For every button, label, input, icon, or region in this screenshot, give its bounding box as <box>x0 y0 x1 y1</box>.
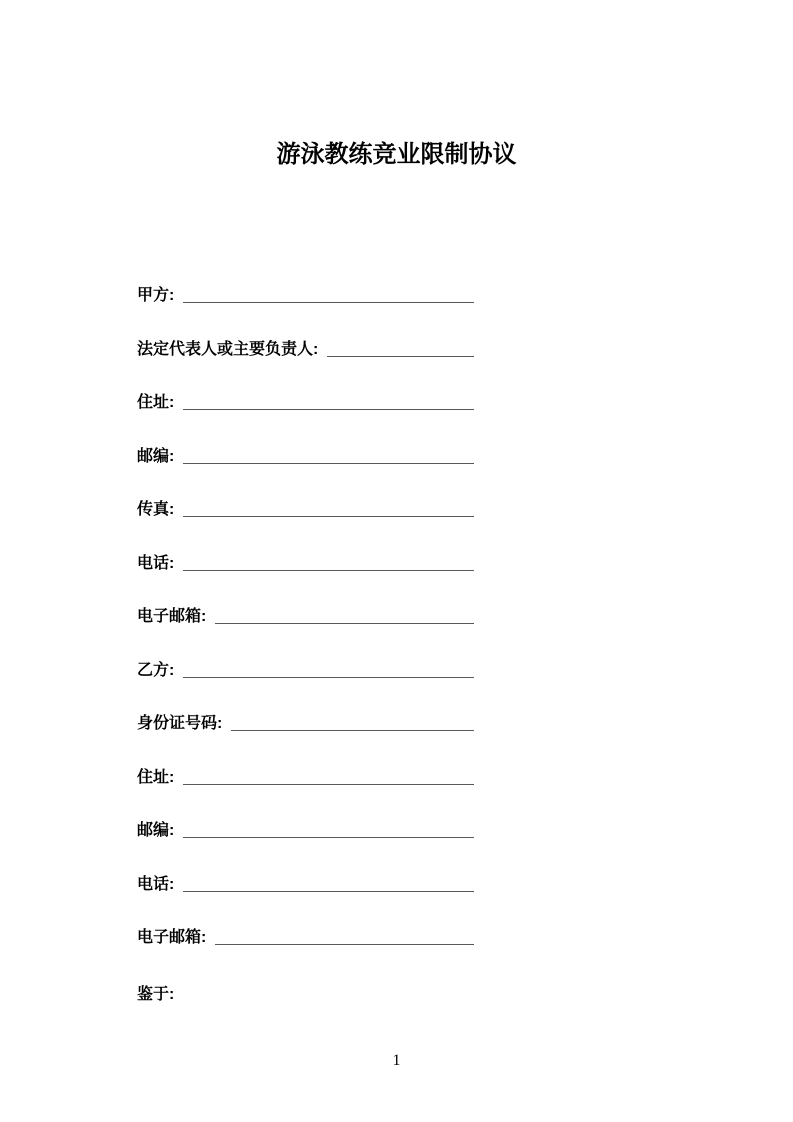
fill-in-blank <box>183 446 474 464</box>
field-label: 传真: <box>137 501 175 518</box>
field-label: 住址: <box>137 394 175 411</box>
form-field-row <box>137 606 474 660</box>
field-label: 电话: <box>137 875 175 893</box>
form-field-row <box>137 285 474 339</box>
fill-in-blank <box>183 392 474 410</box>
field-label: 住址: <box>137 768 175 786</box>
field-label: 邮编: <box>137 447 175 465</box>
fields-list <box>137 285 474 981</box>
form-field-row <box>137 660 474 714</box>
form-field-row <box>137 820 474 874</box>
form-field-row <box>137 713 474 767</box>
field-label: 身份证号码: <box>137 715 223 732</box>
field-label: 电话: <box>137 554 175 572</box>
form-field-row <box>137 446 474 500</box>
field-label: 电子邮箱: <box>137 929 207 946</box>
form-field-row <box>137 499 474 553</box>
fill-in-blank <box>231 713 474 731</box>
fill-in-blank <box>215 606 474 624</box>
fill-in-blank <box>183 499 474 517</box>
fill-in-blank <box>183 874 474 892</box>
fill-in-blank <box>183 660 474 678</box>
fill-in-blank <box>327 339 474 357</box>
form-field-row <box>137 767 474 821</box>
field-label: 法定代表人或主要负责人: <box>137 340 319 358</box>
field-label: 甲方: <box>137 287 175 304</box>
fill-in-blank <box>183 767 474 785</box>
fill-in-blank <box>215 927 474 945</box>
form-field-row <box>137 392 474 446</box>
field-label: 邮编: <box>137 822 175 839</box>
form-field-row <box>137 339 474 393</box>
page-number: 1 <box>392 1052 401 1069</box>
field-label: 电子邮箱: <box>137 608 207 625</box>
field-label: 乙方: <box>137 661 175 679</box>
fill-in-blank <box>183 285 474 303</box>
whereas-label: 鉴于: <box>137 986 175 1003</box>
fill-in-blank <box>183 820 474 838</box>
fill-in-blank <box>183 553 474 571</box>
form-field-row <box>137 874 474 928</box>
document-title: 游泳教练竞业限制协议 <box>276 141 517 168</box>
form-field-row <box>137 927 474 981</box>
form-field-row <box>137 553 474 607</box>
